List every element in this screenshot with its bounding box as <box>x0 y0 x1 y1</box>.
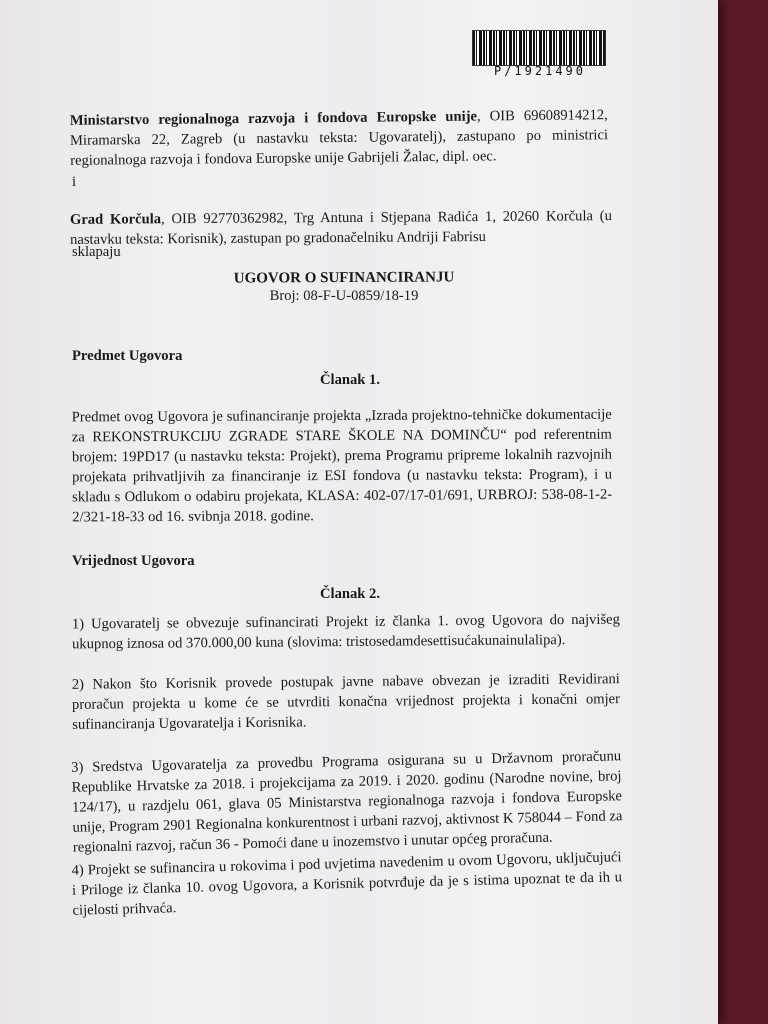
barcode-number: P/1921490 <box>493 64 587 78</box>
sklapaju-text: sklapaju <box>72 244 121 260</box>
barcode <box>472 30 606 66</box>
article-2-heading: Članak 2. <box>319 586 380 602</box>
section-heading-vrijednost: Vrijednost Ugovora <box>72 553 195 569</box>
article-1-text: Predmet ovog Ugovora je sufinanciranje projekta „Izrada projektno-tehničke dokumentacije za REKONSTRUKCIJU ZGRADE STARE ŠKOLE NA DOMINČU“ pod referentnim brojem: 19PD17 (u nastavku teksta: Projekt), prema Programu pripreme lokalnih razvojnih projekata prihvatljivih za financiranje iz ESI fondova (u nastavku teksta: Program), i u skladu s Odlukom o odabiru projekata, KLASA: 402-07/17-01/691, URBROJ: 538-08-1-2-2/321-18-33 od 16. svibnja 2018. godine. <box>71 406 613 526</box>
conjunction: i <box>72 174 77 190</box>
party1-paragraph <box>70 105 609 171</box>
party2-paragraph <box>70 206 612 250</box>
party2-name: Grad Korčula <box>69 211 162 228</box>
article-2-paragraph-1: 1) Ugovaratelj se obvezuje sufinancirati Projekt iz članka 1. ovog Ugovora do najvišeg ukupnog iznosa od 370.000,00 kuna (slovima: tristosedamdesettisućakunainulalipa). <box>71 611 620 653</box>
article-1-heading: Članak 1. <box>319 372 380 388</box>
party1-name: Ministarstvo regionalnoga razvoja i fondova Europske unije <box>69 108 478 129</box>
party1-details: , OIB 69608914212, Miramarska 22, Zagreb (u nastavku teksta: Ugovaratelj), zastupano po ministrici regionalnoga razvoja i fondova Europske unije Gabrijeli Žalac, dipl. oec. <box>69 107 609 169</box>
contract-title: UGOVOR O SUFINANCIRANJU <box>233 269 455 287</box>
article-2-paragraph-4: 4) Projekt se sufinancira u rokovima i pod uvjetima navedenim u ovom Ugovoru, uključujući i Priloge iz članka 10. ovog Ugovora, a Korisnik potvrđuje da je s istima upoznat te da ih u cijelosti prihvaća. <box>71 849 623 919</box>
article-2-paragraph-2: 2) Nakon što Korisnik provede postupak javne nabave obvezan je izraditi Revidirani proračun projekta u kome će se utvrditi konačna vrijednost projekta i konačni omjer sufinanciranja Ugovaratelja i Korisnika. <box>71 671 621 733</box>
contract-number: Broj: 08-F-U-0859/18-19 <box>269 288 419 304</box>
party2-details: , OIB 92770362982, Trg Antuna i Stjepana Radića 1, 20260 Korčula (u nastavku teksta: Korisnik), zastupan po gradonačelniku Andriji Fabrisu <box>70 208 612 248</box>
section-heading-predmet: Predmet Ugovora <box>72 348 183 364</box>
article-2-paragraph-3: 3) Sredstva Ugovaratelja za provedbu Programa osigurana su u Državnom proračunu Republike Hrvatske za 2018. i projekcijama za 2019. i 2020. godinu (Narodne novine, broj 124/17), u razdjelu 061, glava 05 Ministarstva regionalnoga razvoja i fondova Europske unije, Program 2901 Regionalna konkurentnost i urbani razvoj, aktivnost K 758044 – Fond za regionalni razvoj, račun 36 - Pomoći dane u inozemstvo i unutar općeg proračuna. <box>71 748 623 856</box>
